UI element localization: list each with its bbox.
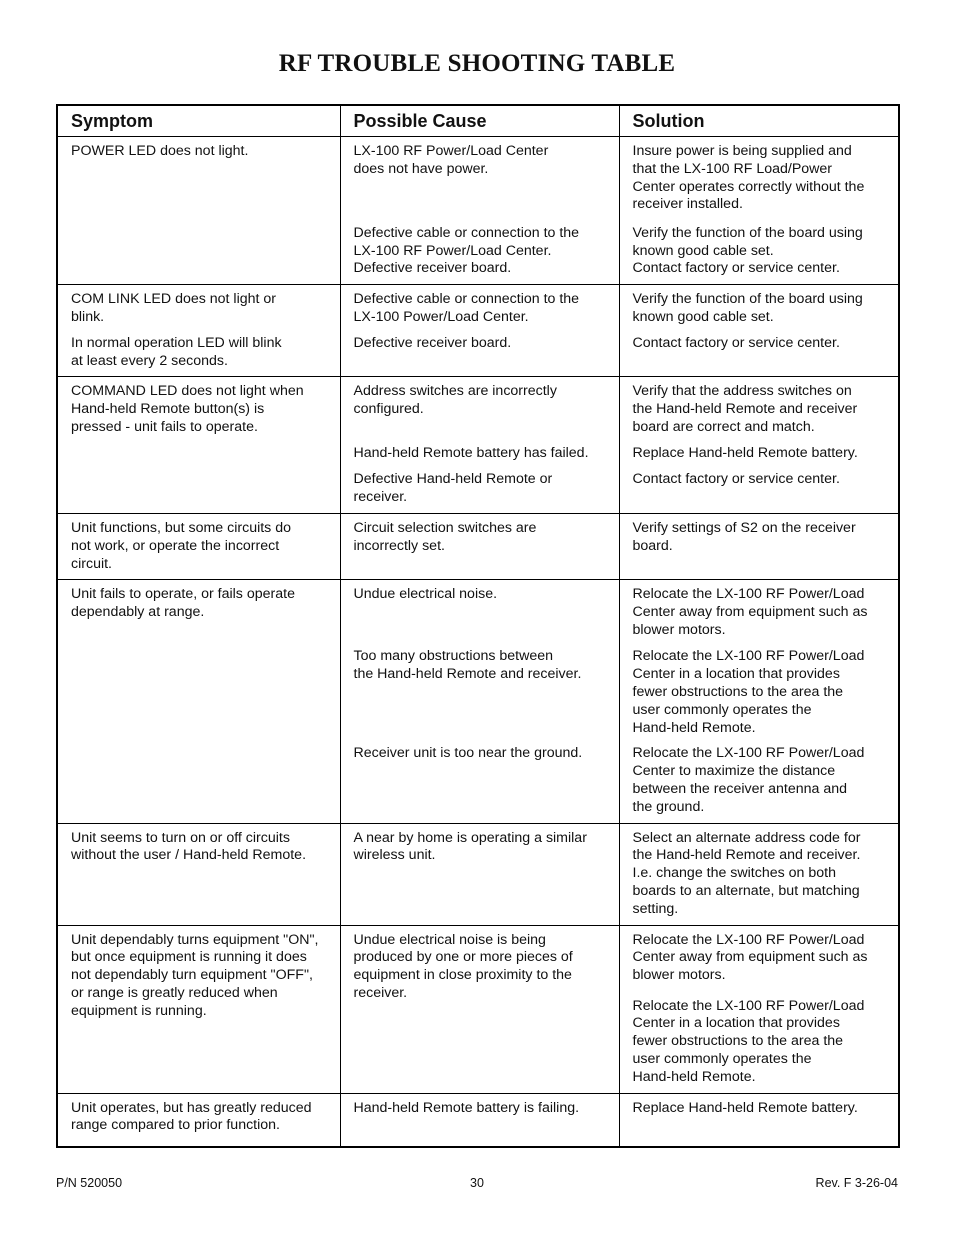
table-row (57, 513, 899, 579)
solution-text: Replace Hand-held Remote battery. (632, 445, 858, 462)
symptom-cell (57, 1093, 340, 1147)
symptom-text: Unit functions, but some circuits do not work, or operate the incorrect circuit. (71, 519, 292, 572)
symptom-text: In normal operation LED will blink at least every 2 seconds. (71, 334, 282, 369)
cause-text: A near by home is operating a similar wireless unit. (353, 829, 587, 864)
cause-text: Address switches are incorrectly configured. (353, 383, 557, 418)
table-header-row (57, 105, 899, 137)
cause-text: LX-100 RF Power/Load Center does not have power. (353, 143, 549, 177)
table-row (57, 925, 899, 1093)
symptom-cell (57, 513, 340, 579)
footer-part-number: P/N 520050 (56, 1176, 123, 1190)
solution-text: Contact factory or service center. (632, 334, 840, 351)
symptom-cell (57, 823, 340, 925)
symptom-text: Unit fails to operate, or fails operate dependably at range. (71, 586, 295, 621)
table-row (57, 137, 899, 285)
solution-cell (619, 284, 899, 377)
solution-cell (619, 137, 899, 285)
cause-text: Hand-held Remote battery has failed. (353, 445, 589, 462)
cause-text: Defective cable or connection to the LX-100 RF Power/Load Center. (353, 225, 580, 259)
solution-cell (619, 377, 899, 514)
footer-page-number: 30 (470, 1176, 484, 1190)
symptom-text: Unit dependably turns equipment "ON", but once equipment is running it does not dependably turn equipment "OFF", or range is greatly reduced when equipment is running. (71, 931, 319, 1019)
header-symptom: Symptom (57, 105, 340, 137)
cause-text: Defective cable or connection to the LX-100 Power/Load Center. (353, 290, 580, 325)
symptom-text: COMMAND LED does not light when Hand-held Remote button(s) is pressed - unit fails to operate. (71, 383, 304, 435)
header-solution: Solution (619, 105, 899, 137)
cause-cell (340, 925, 619, 1093)
cause-text: Too many obstructions between the Hand-held Remote and receiver. (353, 648, 582, 683)
symptom-cell (57, 377, 340, 514)
solution-text: Relocate the LX-100 RF Power/Load Center in a location that provides fewer obstructions to the area the user commonly operates the Hand-held Remote. (632, 648, 865, 736)
solution-cell (619, 1093, 899, 1147)
solution-text: Relocate the LX-100 RF Power/Load Center to maximize the distance between the receiver antenna and the ground. (632, 745, 865, 815)
cause-cell (340, 284, 619, 377)
symptom-text: Unit seems to turn on or off circuits without the user / Hand-held Remote. (71, 829, 307, 864)
solution-text: Insure power is being supplied and that the LX-100 RF Load/Power Center operates correctly without the receiver installed. (632, 143, 865, 213)
cause-text: Hand-held Remote battery is failing. (353, 1099, 580, 1116)
solution-text: Verify the function of the board using known good cable set. (632, 290, 863, 325)
solution-text: Contact factory or service center. (632, 471, 840, 488)
symptom-cell (57, 580, 340, 823)
cause-text: Defective receiver board. (353, 334, 512, 351)
solution-cell (619, 823, 899, 925)
solution-text: Relocate the LX-100 RF Power/Load Center in a location that provides fewer obstructions to the area the user commonly operates the Hand-held Remote. (632, 997, 865, 1085)
symptom-cell (57, 137, 340, 285)
cause-cell (340, 377, 619, 514)
solution-cell (619, 580, 899, 823)
solution-cell (619, 925, 899, 1093)
solution-text: Select an alternate address code for the Hand-held Remote and receiver. I.e. change the switches on both boards to an alternate, but matching setting. (632, 829, 861, 917)
cause-text: Defective receiver board. (353, 260, 512, 276)
solution-text: Verify settings of S2 on the receiver board. (632, 519, 856, 554)
table-row (57, 823, 899, 925)
cause-text: Defective Hand-held Remote or receiver. (353, 471, 553, 506)
cause-cell (340, 1093, 619, 1147)
table-row (57, 284, 899, 377)
cause-text: Receiver unit is too near the ground. (353, 745, 583, 762)
table-row (57, 580, 899, 823)
troubleshooting-table (56, 104, 900, 1148)
cause-cell (340, 137, 619, 285)
symptom-cell (57, 925, 340, 1093)
solution-text: Relocate the LX-100 RF Power/Load Center away from equipment such as blower motors. (632, 931, 868, 984)
cause-text: Undue electrical noise. (353, 586, 498, 603)
footer-revision: Rev. F 3-26-04 (815, 1176, 898, 1190)
symptom-text: COM LINK LED does not light or blink. (71, 290, 277, 325)
header-possible-cause: Possible Cause (340, 105, 619, 137)
solution-cell (619, 513, 899, 579)
cause-cell (340, 580, 619, 823)
solution-text: Verify that the address switches on the Hand-held Remote and receiver board are correct and match. (632, 383, 858, 435)
symptom-text: Unit operates, but has greatly reduced range compared to prior function. (71, 1099, 312, 1134)
solution-text: Verify the function of the board using known good cable set. (632, 225, 863, 259)
solution-text: Relocate the LX-100 RF Power/Load Center away from equipment such as blower motors. (632, 586, 868, 638)
page-title: RF TROUBLE SHOOTING TABLE (278, 50, 676, 77)
symptom-text: POWER LED does not light. (71, 143, 249, 159)
cause-text: Circuit selection switches are incorrectly set. (353, 519, 537, 554)
cause-cell (340, 513, 619, 579)
table-row (57, 377, 899, 514)
cause-text: Undue electrical noise is being produced by one or more pieces of equipment in close proximity to the receiver. (353, 931, 573, 1001)
cause-cell (340, 823, 619, 925)
table-row (57, 1093, 899, 1147)
solution-text: Replace Hand-held Remote battery. (632, 1099, 858, 1116)
symptom-cell (57, 284, 340, 377)
solution-text: Contact factory or service center. (632, 260, 840, 276)
